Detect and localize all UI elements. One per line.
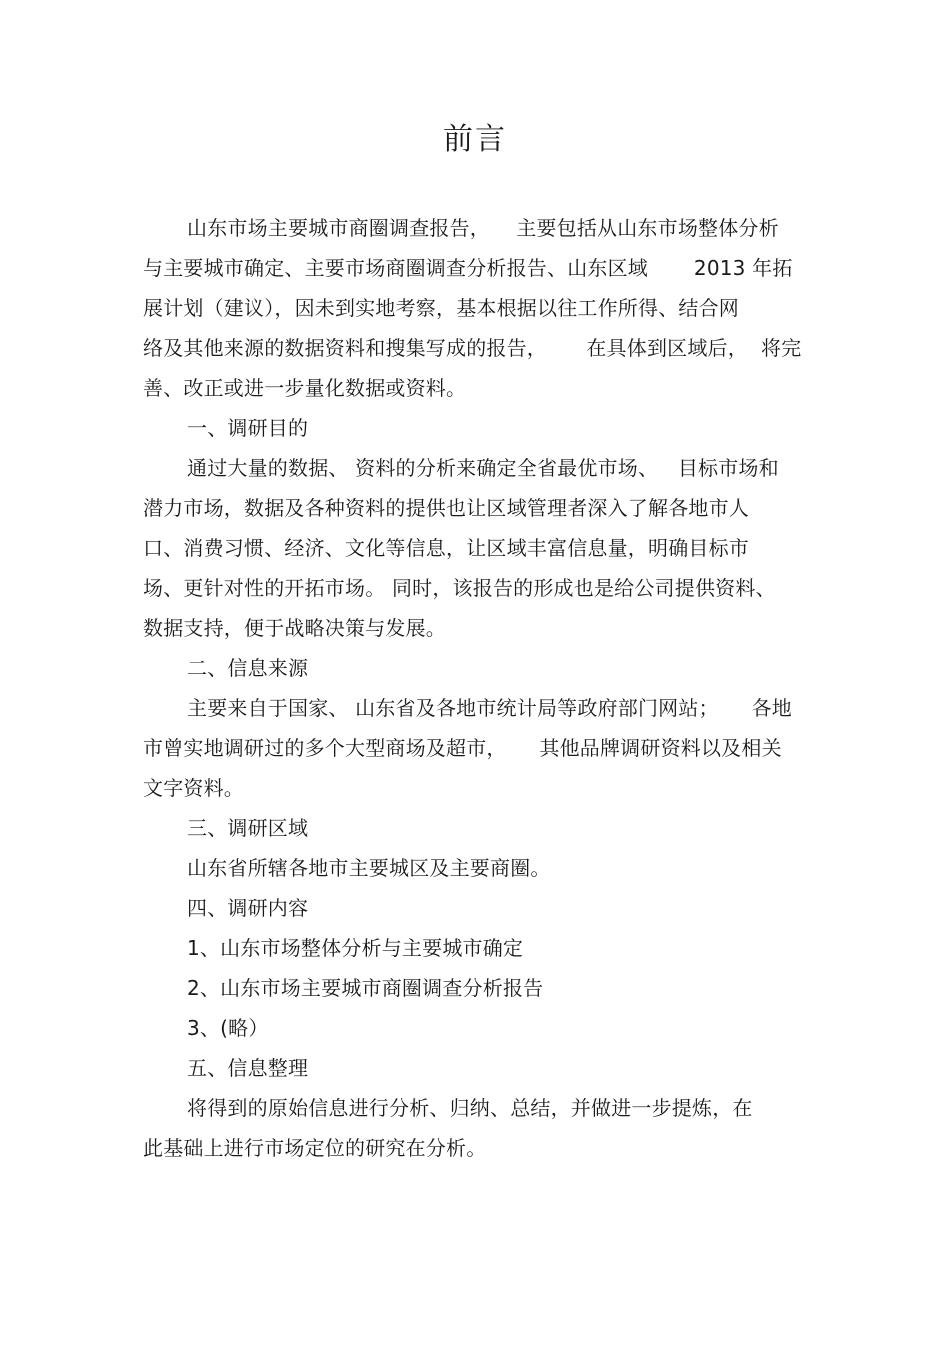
text-line: 三、调研区域 (187, 816, 309, 840)
text-line: 络及其他来源的数据资料和搜集写成的报告， 在具体到区域后， 将完 (143, 336, 802, 360)
text-line: 1、山东市场整体分析与主要城市确定 (187, 936, 524, 960)
text-line: 五、信息整理 (187, 1056, 309, 1080)
text-line: 市曾实地调研过的多个大型商场及超市， 其他品牌调研资料以及相关 (143, 736, 782, 760)
text-line: 主要来自于国家、 山东省及各地市统计局等政府部门网站； 各地 (187, 696, 792, 720)
text-line: 数据支持，便于战略决策与发展。 (143, 616, 446, 640)
text-line: 善、改正或进一步量化数据或资料。 (143, 376, 467, 400)
text-line: 场、更针对性的开拓市场。 同时，该报告的形成也是给公司提供资料、 (143, 576, 776, 600)
text-line: 3、(略） (187, 1016, 269, 1040)
document-body (143, 208, 813, 1168)
text-line: 口、消费习惯、经济、文化等信息，让区域丰富信息量，明确目标市 (143, 536, 749, 560)
text-line: 此基础上进行市场定位的研究在分析。 (143, 1136, 487, 1160)
text-line: 文字资料。 (143, 776, 244, 800)
text-line: 山东市场主要城市商圈调查报告， 主要包括从山东市场整体分析 (187, 216, 779, 240)
text-line: 与主要城市确定、主要市场商圈调查分析报告、山东区域 2013 年拓 (143, 256, 793, 280)
text-line: 二、信息来源 (187, 656, 309, 680)
text-line: 四、调研内容 (187, 896, 309, 920)
text-line: 展计划（建议），因未到实地考察，基本根据以往工作所得、结合网 (143, 296, 739, 320)
text-line: 一、调研目的 (187, 416, 309, 440)
text-line: 山东省所辖各地市主要城区及主要商圈。 (187, 856, 551, 880)
text-line: 将得到的原始信息进行分析、归纳、总结，并做进一步提炼，在 (187, 1096, 753, 1120)
text-line: 通过大量的数据、 资料的分析来确定全省最优市场、 目标市场和 (187, 456, 779, 480)
text-line: 潜力市场，数据及各种资料的提供也让区域管理者深入了解各地市人 (143, 496, 749, 520)
text-line: 2、山东市场主要城市商圈调查分析报告 (187, 976, 544, 1000)
page-title: 前言 (443, 122, 507, 157)
